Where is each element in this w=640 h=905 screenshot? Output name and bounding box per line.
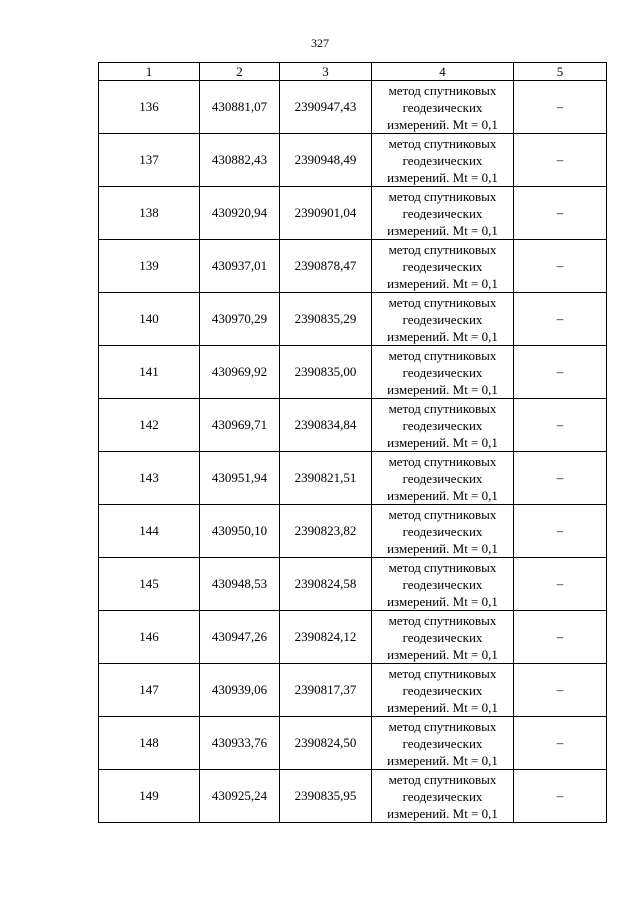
- method-line: измерений. Mt = 0,1: [387, 275, 498, 291]
- point-number-cell: 143: [99, 452, 200, 505]
- method-line: метод спутниковых: [388, 347, 497, 363]
- table-header: [99, 63, 607, 81]
- method-cell: [372, 717, 514, 770]
- note-cell: –: [514, 134, 607, 187]
- coordinate-x-cell: 430920,94: [200, 187, 280, 240]
- point-number-cell: 141: [99, 346, 200, 399]
- note-cell: –: [514, 293, 607, 346]
- coordinate-x-cell: 430948,53: [200, 558, 280, 611]
- coordinate-x-cell: 430882,43: [200, 134, 280, 187]
- method-line: измерений. Mt = 0,1: [387, 328, 498, 344]
- note-cell: –: [514, 187, 607, 240]
- header-col-1: 1: [99, 63, 200, 81]
- method-line: метод спутниковых: [388, 718, 497, 734]
- coordinate-x-cell: 430947,26: [200, 611, 280, 664]
- method-cell: [372, 399, 514, 452]
- method-line: метод спутниковых: [388, 559, 497, 575]
- point-number-cell: 145: [99, 558, 200, 611]
- table-row: [99, 399, 607, 452]
- method-line: измерений. Mt = 0,1: [387, 699, 498, 715]
- note-cell: –: [514, 399, 607, 452]
- method-line: метод спутниковых: [388, 400, 497, 416]
- coordinate-x-cell: 430969,92: [200, 346, 280, 399]
- table-row: [99, 81, 607, 134]
- header-col-3: 3: [280, 63, 372, 81]
- table-row: [99, 717, 607, 770]
- method-line: геодезических: [402, 788, 483, 804]
- method-line: измерений. Mt = 0,1: [387, 222, 498, 238]
- method-cell: [372, 505, 514, 558]
- header-row: [99, 63, 607, 81]
- coordinate-y-cell: 2390823,82: [280, 505, 372, 558]
- table-body: [99, 81, 607, 823]
- method-line: измерений. Mt = 0,1: [387, 646, 498, 662]
- method-line: метод спутниковых: [388, 665, 497, 681]
- coordinate-y-cell: 2390901,04: [280, 187, 372, 240]
- method-line: измерений. Mt = 0,1: [387, 487, 498, 503]
- method-cell: [372, 664, 514, 717]
- table-row: [99, 346, 607, 399]
- coordinate-y-cell: 2390824,50: [280, 717, 372, 770]
- coordinate-y-cell: 2390835,29: [280, 293, 372, 346]
- method-line: геодезических: [402, 576, 483, 592]
- note-cell: –: [514, 452, 607, 505]
- note-cell: –: [514, 717, 607, 770]
- method-line: измерений. Mt = 0,1: [387, 540, 498, 556]
- method-cell: [372, 558, 514, 611]
- coordinate-y-cell: 2390824,12: [280, 611, 372, 664]
- point-number-cell: 148: [99, 717, 200, 770]
- point-number-cell: 146: [99, 611, 200, 664]
- note-cell: –: [514, 81, 607, 134]
- coordinate-x-cell: 430925,24: [200, 770, 280, 823]
- header-col-5: 5: [514, 63, 607, 81]
- note-cell: –: [514, 505, 607, 558]
- table-row: [99, 664, 607, 717]
- table-row: [99, 240, 607, 293]
- method-line: геодезических: [402, 205, 483, 221]
- method-line: метод спутниковых: [388, 241, 497, 257]
- method-line: геодезических: [402, 152, 483, 168]
- note-cell: –: [514, 611, 607, 664]
- coordinate-y-cell: 2390948,49: [280, 134, 372, 187]
- table-row: [99, 770, 607, 823]
- coordinates-table: [98, 62, 607, 823]
- method-line: измерений. Mt = 0,1: [387, 805, 498, 821]
- method-line: геодезических: [402, 258, 483, 274]
- method-cell: [372, 293, 514, 346]
- method-line: измерений. Mt = 0,1: [387, 169, 498, 185]
- table-row: [99, 187, 607, 240]
- method-cell: [372, 770, 514, 823]
- coordinate-y-cell: 2390821,51: [280, 452, 372, 505]
- table-row: [99, 452, 607, 505]
- header-col-2: 2: [200, 63, 280, 81]
- method-line: метод спутниковых: [388, 506, 497, 522]
- table-row: [99, 505, 607, 558]
- method-line: измерений. Mt = 0,1: [387, 593, 498, 609]
- point-number-cell: 139: [99, 240, 200, 293]
- method-line: измерений. Mt = 0,1: [387, 116, 498, 132]
- note-cell: –: [514, 664, 607, 717]
- method-line: геодезических: [402, 523, 483, 539]
- method-line: геодезических: [402, 311, 483, 327]
- header-col-4: 4: [372, 63, 514, 81]
- method-line: метод спутниковых: [388, 612, 497, 628]
- coordinate-y-cell: 2390817,37: [280, 664, 372, 717]
- method-line: геодезических: [402, 629, 483, 645]
- method-cell: [372, 134, 514, 187]
- point-number-cell: 142: [99, 399, 200, 452]
- coordinate-y-cell: 2390835,95: [280, 770, 372, 823]
- method-line: геодезических: [402, 470, 483, 486]
- coordinate-x-cell: 430937,01: [200, 240, 280, 293]
- method-line: геодезических: [402, 417, 483, 433]
- table-row: [99, 134, 607, 187]
- point-number-cell: 136: [99, 81, 200, 134]
- coordinate-x-cell: 430970,29: [200, 293, 280, 346]
- method-line: метод спутниковых: [388, 135, 497, 151]
- method-cell: [372, 611, 514, 664]
- method-line: метод спутниковых: [388, 294, 497, 310]
- method-line: измерений. Mt = 0,1: [387, 381, 498, 397]
- method-cell: [372, 187, 514, 240]
- coordinate-y-cell: 2390878,47: [280, 240, 372, 293]
- method-line: измерений. Mt = 0,1: [387, 434, 498, 450]
- table-row: [99, 558, 607, 611]
- method-cell: [372, 346, 514, 399]
- method-line: геодезических: [402, 682, 483, 698]
- table-row: [99, 611, 607, 664]
- point-number-cell: 137: [99, 134, 200, 187]
- point-number-cell: 147: [99, 664, 200, 717]
- coordinate-x-cell: 430951,94: [200, 452, 280, 505]
- coordinate-x-cell: 430969,71: [200, 399, 280, 452]
- point-number-cell: 149: [99, 770, 200, 823]
- point-number-cell: 138: [99, 187, 200, 240]
- method-line: геодезических: [402, 364, 483, 380]
- method-line: метод спутниковых: [388, 771, 497, 787]
- coordinate-x-cell: 430950,10: [200, 505, 280, 558]
- coordinate-x-cell: 430881,07: [200, 81, 280, 134]
- note-cell: –: [514, 770, 607, 823]
- coordinate-y-cell: 2390835,00: [280, 346, 372, 399]
- coordinate-x-cell: 430939,06: [200, 664, 280, 717]
- coordinate-y-cell: 2390824,58: [280, 558, 372, 611]
- method-line: измерений. Mt = 0,1: [387, 752, 498, 768]
- method-line: метод спутниковых: [388, 453, 497, 469]
- method-line: геодезических: [402, 735, 483, 751]
- table-row: [99, 293, 607, 346]
- note-cell: –: [514, 558, 607, 611]
- method-line: геодезических: [402, 99, 483, 115]
- page-number: 327: [311, 36, 329, 50]
- coordinate-y-cell: 2390834,84: [280, 399, 372, 452]
- method-cell: [372, 452, 514, 505]
- note-cell: –: [514, 240, 607, 293]
- point-number-cell: 140: [99, 293, 200, 346]
- method-cell: [372, 240, 514, 293]
- point-number-cell: 144: [99, 505, 200, 558]
- method-line: метод спутниковых: [388, 82, 497, 98]
- method-cell: [372, 81, 514, 134]
- coordinate-y-cell: 2390947,43: [280, 81, 372, 134]
- note-cell: –: [514, 346, 607, 399]
- coordinate-x-cell: 430933,76: [200, 717, 280, 770]
- method-line: метод спутниковых: [388, 188, 497, 204]
